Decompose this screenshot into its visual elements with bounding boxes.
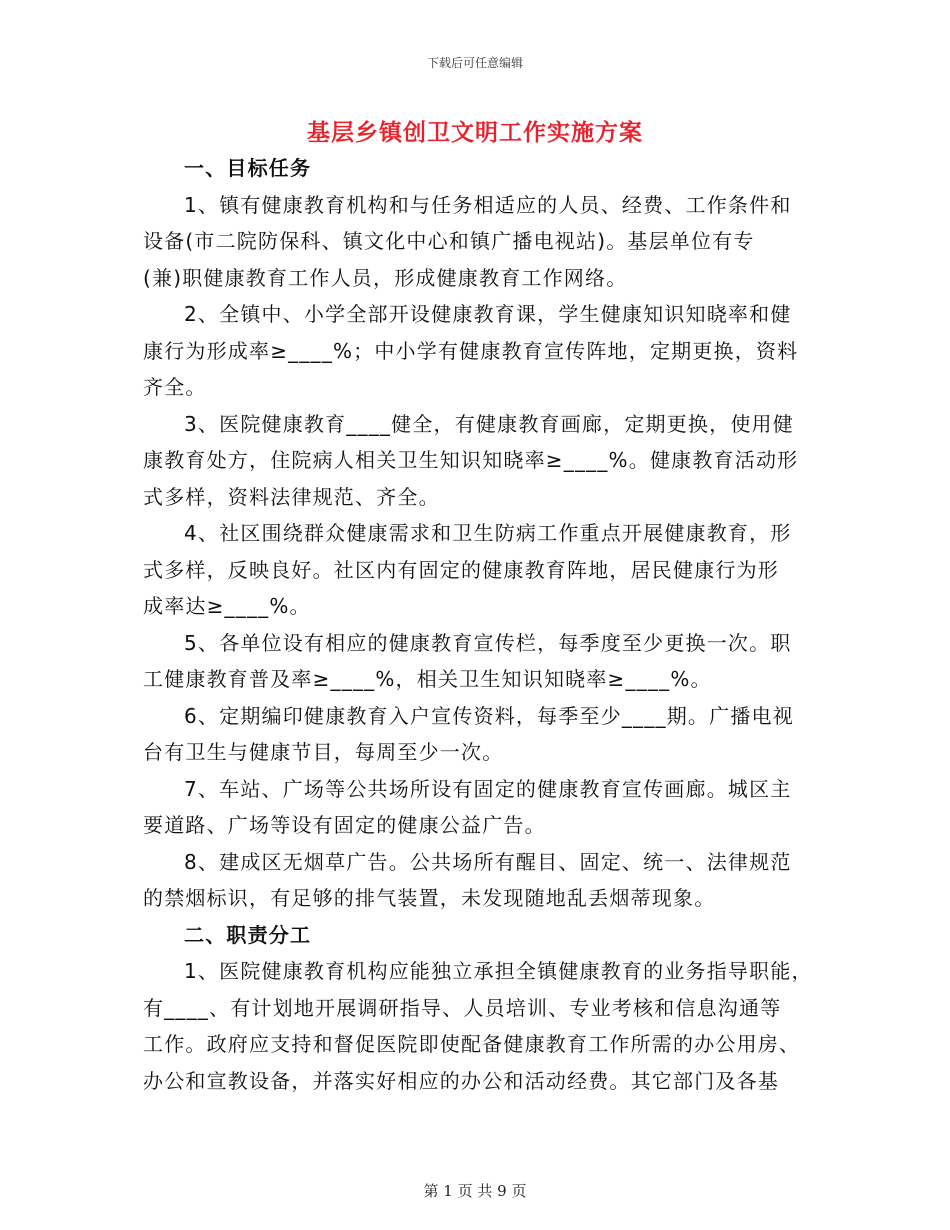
paragraph-first-line: 3、医院健康教育____健全，有健康教育画廊，定期更换，使用健 bbox=[184, 411, 794, 436]
paragraph-line: 康教育处方，住院病人相关卫生知识知晓率≥____%。健康教育活动形 bbox=[143, 448, 799, 472]
paragraph-first-line: 1、医院健康教育机构应能独立承担全镇健康教育的业务指导职能， bbox=[184, 959, 813, 983]
paragraph-first-line: 4、社区围绕群众健康需求和卫生防病工作重点开展健康教育，形 bbox=[184, 521, 792, 545]
paragraph-first-line: 6、定期编印健康教育入户宣传资料，每季至少____期。广播电视 bbox=[184, 703, 794, 728]
paragraph-line: 成率达≥____%。 bbox=[143, 594, 311, 618]
paragraph-line: (兼)职健康教育工作人员，形成健康教育工作网络。 bbox=[143, 265, 628, 290]
paragraph-first-line: 8、建成区无烟草广告。公共场所有醒目、固定、统一、法律规范 bbox=[184, 849, 792, 874]
paragraph-first-line: 2、全镇中、小学全部开设健康教育课，学生健康知识知晓率和健 bbox=[184, 302, 792, 326]
paragraph-line: 设备(市二院防保科、镇文化中心和镇广播电视站)。基层单位有专 bbox=[143, 229, 755, 253]
document-body bbox=[143, 150, 811, 1099]
paragraph-line: 工作。政府应支持和督促医院即使配备健康教育工作所需的办公用房、 bbox=[143, 1032, 801, 1056]
paragraph-line: 要道路、广场等设有固定的健康公益广告。 bbox=[143, 813, 546, 837]
document-title: 基层乡镇创卫文明工作实施方案 bbox=[307, 119, 643, 146]
paragraph-first-line: 1、镇有健康教育机构和与任务相适应的人员、经费、工作条件和 bbox=[184, 192, 792, 217]
section-heading: 一、目标任务 bbox=[184, 156, 312, 180]
paragraph-line: 式多样，反映良好。社区内有固定的健康教育阵地，居民健康行为形 bbox=[143, 557, 779, 582]
paragraph-line: 齐全。 bbox=[143, 375, 207, 399]
paragraph-first-line: 5、各单位设有相应的健康教育宣传栏，每季度至少更换一次。职 bbox=[184, 630, 792, 655]
paragraph-line: 办公和宣教设备，并落实好相应的办公和活动经费。其它部门及各基 bbox=[143, 1068, 779, 1093]
paragraph-line: 有____、有计划地开展调研指导、人员培训、专业考核和信息沟通等 bbox=[143, 995, 782, 1020]
paragraph-line: 康行为形成率≥____%；中小学有健康教育宣传阵地，定期更换，资料 bbox=[143, 338, 799, 363]
paragraph-first-line: 7、车站、广场等公共场所设有固定的健康教育宣传画廊。城区主 bbox=[184, 776, 792, 801]
paragraph-line: 工健康教育普及率≥____%，相关卫生知识知晓率≥____%。 bbox=[143, 667, 712, 691]
page-header-note: 下载后可任意编辑 bbox=[426, 56, 523, 70]
paragraph-line: 台有卫生与健康节目，每周至少一次。 bbox=[143, 740, 504, 764]
paragraph-line: 的禁烟标识，有足够的排气装置，未发现随地乱丢烟蒂现象。 bbox=[143, 886, 716, 910]
section-heading: 二、职责分工 bbox=[184, 922, 312, 947]
paragraph-line: 式多样，资料法律规范、齐全。 bbox=[143, 484, 440, 509]
page-footer: 第 1 页 共 9 页 bbox=[423, 1182, 527, 1200]
